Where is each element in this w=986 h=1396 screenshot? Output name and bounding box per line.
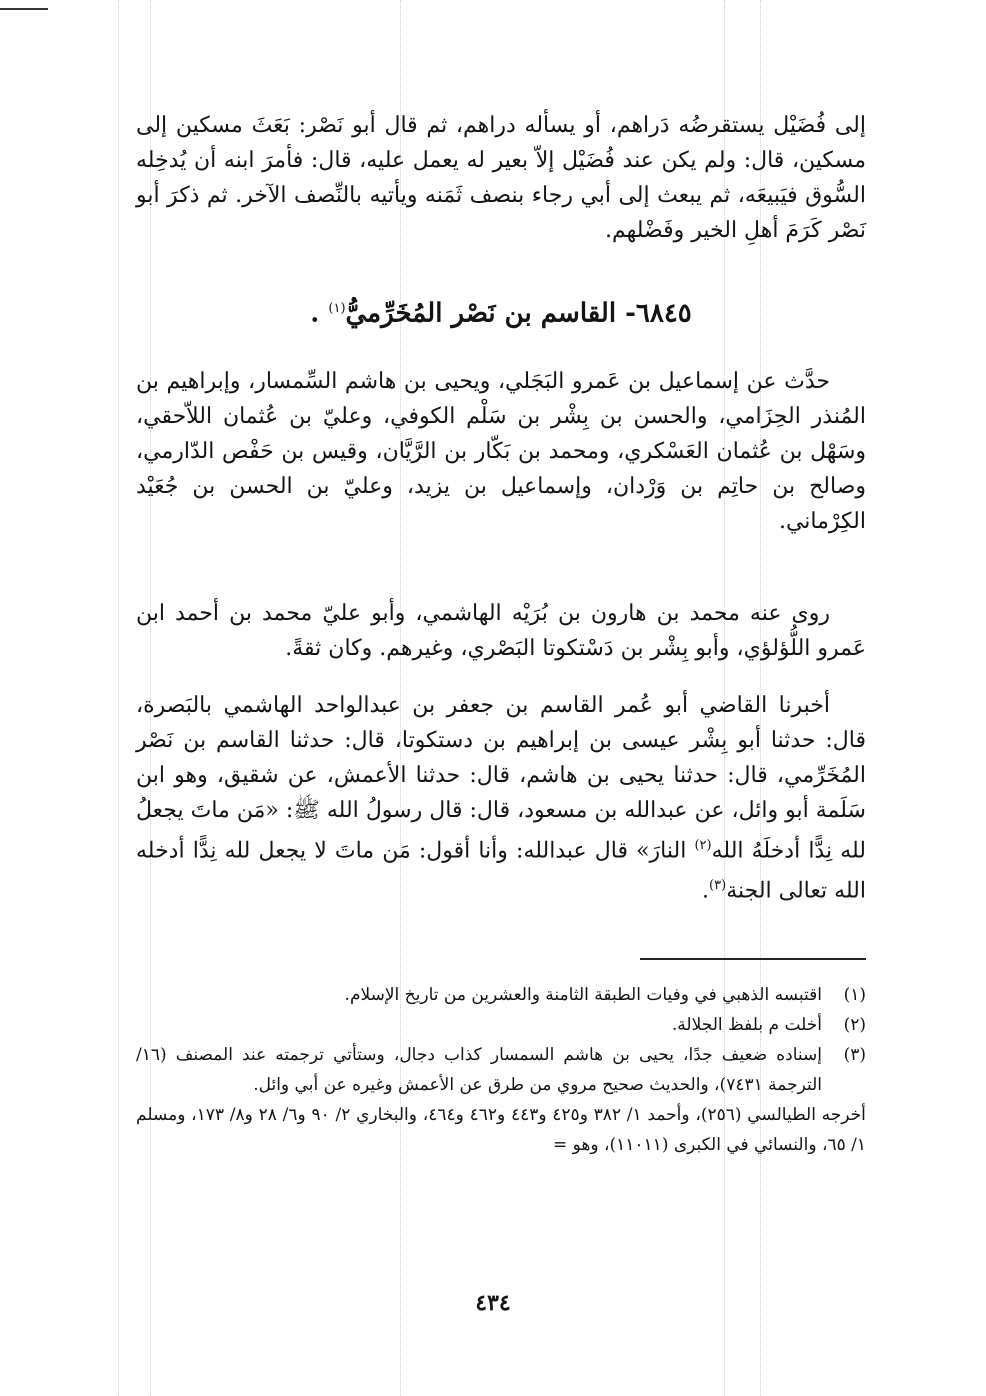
hadith-matn-text: النارَ» قال عبدالله: وأنا أقول: مَن ماتَ لا يجعل لله نِدًّا أدخله الله تعالى الجنة: [136, 838, 866, 904]
continuation-paragraph: [136, 108, 866, 248]
footnote-text: إسناده ضعيف جدًا، يحيى بن هاشم السمسار كذاب دجال، وستأتي ترجمته عند المصنف (١٦/الترجمة ٧٤٣١)، والحديث صحيح مروي من طرق عن الأعمش وغيره عن أبي وائل.: [136, 1045, 822, 1095]
hadith-paragraph: [136, 688, 866, 909]
footnote-item: [136, 1040, 866, 1100]
footnote-item: [136, 1010, 866, 1040]
footnote-number: (١): [843, 985, 866, 1005]
footnote-ref: (٣): [709, 878, 727, 894]
page-number: ٤٣٤: [475, 1290, 511, 1316]
entry-heading: [136, 290, 866, 333]
paragraph-text: روى عنه محمد بن هارون بن بُرَيْه الهاشمي، وأبو عليّ محمد بن أحمد ابن عَمرو اللُّؤلؤي، وأبو بِشْر بن دَسْتكوتا البَصْري، وغيرهم. وكان ثقةً.: [136, 601, 866, 661]
scan-dotted-guide: [118, 0, 119, 1396]
heading-trail: .: [310, 298, 320, 329]
footnote-separator: [640, 958, 866, 960]
hadith-isnad-text: أخبرنا القاضي أبو عُمر القاسم بن جعفر بن عبدالواحد الهاشمي بالبَصرة، قال: حدثنا أبو بِشْر عيسى بن إبراهيم بن دستكوتا، قال: حدثنا القاسم بن نَصْر المُخَرِّمي، قال: حدثنا يحيى بن هاشم، قال: حدثنا الأعمش، عن شقيق، وهو ابن سَلَمة أبو وائل، عن عبدالله بن مسعود، قال: قال رسولُ الله ﷺ: «مَن ماتَ يجعلُ لله نِدًّا أدخلَهُ الله: [136, 693, 867, 864]
footnote-ref: (٢): [694, 838, 712, 853]
students-paragraph: [136, 596, 866, 666]
footnote-item: [136, 980, 866, 1010]
teachers-paragraph: [136, 364, 866, 539]
footnotes: [136, 980, 866, 1160]
footnote-ref: (١): [328, 301, 346, 316]
footnote-text: اقتبسه الذهبي في وفيات الطبقة الثامنة والعشرين من تاريخ الإسلام.: [344, 985, 822, 1005]
paragraph-text: إلى فُضَيْل يستقرضُه دَراهم، أو يسأله دراهم، ثم قال أبو نَصْر: بَعَثَ مسكين إلى مسكين، قال: ولم يكن عند فُضَيْل إلاّ بعير له يعمل عليه، قال: فأمرَ ابنه أن يُدخِله السُّوق فيَبيعَه، ثم يبعث إلى أبي رجاء بنصف ثَمَنه ويأتيه بالنِّصف الآخر. ثم ذكرَ أبو نَصْر كَرَمَ أهلِ الخير وفَضْلهم.: [136, 113, 866, 243]
scan-corner-mark: [0, 8, 48, 10]
footnote-continuation: أخرجه الطيالسي (٢٥٦)، وأحمد ١/ ٣٨٢ و٤٢٥ و٤٤٣ و٤٦٢ و٤٦٤، والبخاري ٢/ ٩٠ و٦/ ٢٨ و٨/ ١٧٣، ومسلم ١/ ٦٥، والنسائي في الكبرى (١١٠١١)، وهو =: [136, 1105, 866, 1155]
paragraph-text: [136, 688, 866, 909]
footnote-number: (٢): [843, 1015, 866, 1035]
paragraph-text: حدَّث عن إسماعيل بن عَمرو البَجَلي، ويحيى بن هاشم السِّمسار، وإبراهيم بن المُنذر الحِزَامي، والحسن بن بِشْر بن سَلْم الكوفي، وعليّ بن عُثمان اللاّحقي، وسَهْل بن عُثمان العَسْكري، ومحمد بن بَكّار بن الرَّيَّان، وقيس بن حَفْص الدّارمي، وصالح بن حاتِم بن وَرْدان، وإسماعيل بن يزيد، وعليّ بن الحسن بن جُعَيْد الكِرْماني.: [136, 369, 866, 534]
footnote-text: أخلت م بلفظ الجلالة.: [671, 1015, 822, 1035]
entry-heading-title: ٦٨٤٥- القاسم بن نَصْر المُخَرِّميُّ: [345, 298, 692, 329]
paragraph-end: .: [702, 878, 710, 904]
footnote-number: (٣): [843, 1045, 866, 1065]
